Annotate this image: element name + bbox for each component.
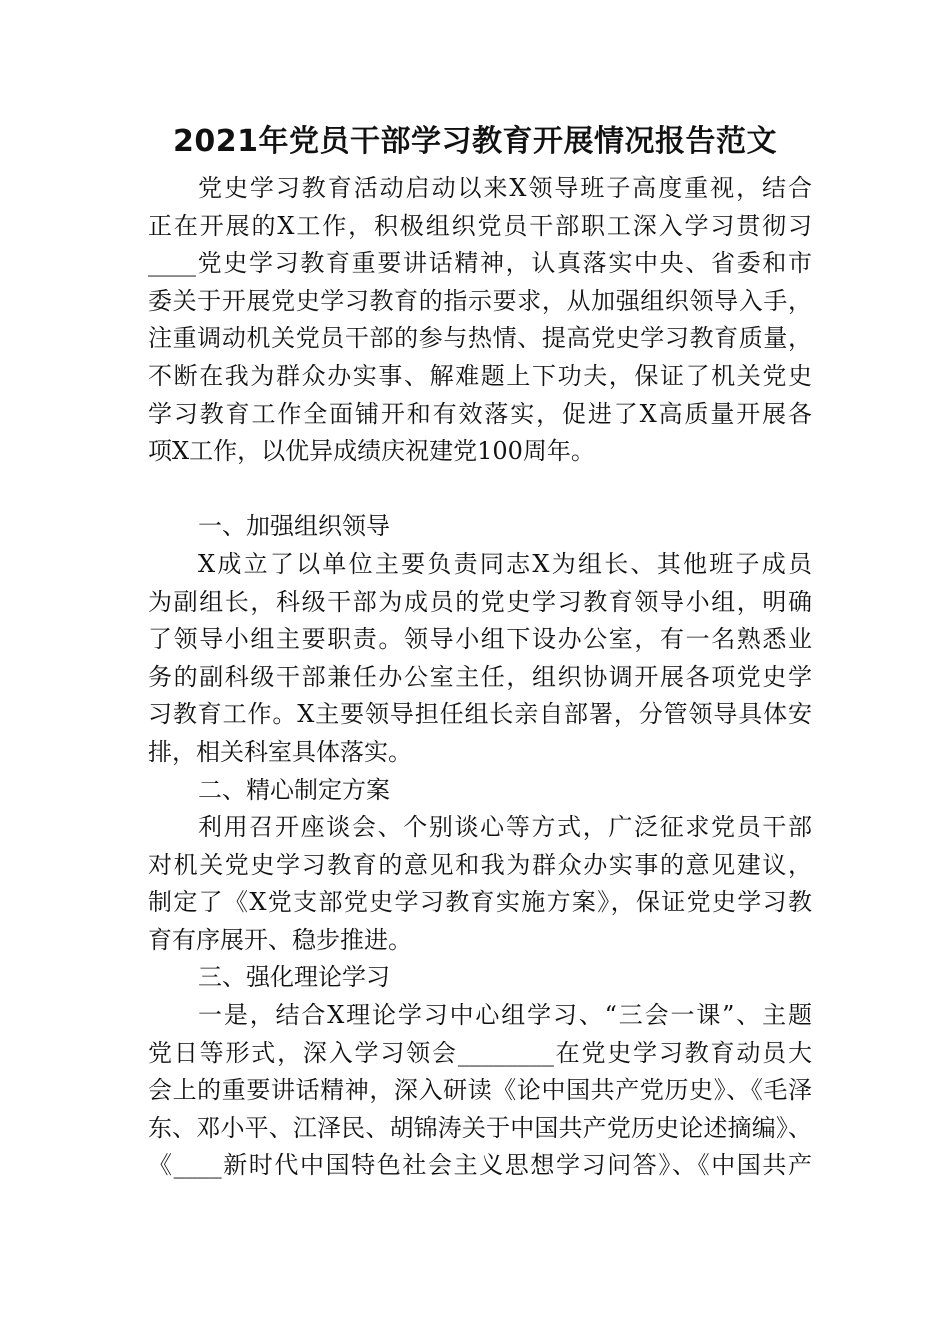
text-line: 制定了《X党支部党史学习教育实施方案》，保证党史学习教 [148,888,812,917]
text-line: 东、邓小平、江泽民、胡锦涛关于中国共产党历史论述摘编》、 [148,1113,812,1142]
document-title: 2021年党员干部学习教育开展情况报告范文 [173,124,777,159]
text-line: 学习教育工作全面铺开和有效落实，促进了X高质量开展各 [148,399,812,428]
text-line: 注重调动机关党员干部的参与热情、提高党史学习教育质量， [148,324,812,353]
text-line: 会上的重要讲话精神，深入研读《论中国共产党历史》、《毛泽 [148,1076,812,1105]
text-line: ____党史学习教育重要讲话精神，认真落实中央、省委和市 [148,249,812,278]
text-line: 育有序展开、稳步推进。 [148,925,412,954]
text-line: 三、强化理论学习 [198,963,390,992]
text-line: 为副组长，科级干部为成员的党史学习教育领导小组，明确 [148,587,812,616]
text-line: 排，相关科室具体落实。 [148,737,412,766]
paragraph-gap [148,471,812,509]
text-line: 习教育工作。X主要领导担任组长亲自部署，分管领导具体安 [148,700,812,729]
text-line: 项X工作，以优异成绩庆祝建党100周年。 [148,437,595,466]
text-line: 正在开展的X工作，积极组织党员干部职工深入学习贯彻习 [148,211,812,240]
text-line: 党日等形式，深入学习领会________在党史学习教育动员大 [148,1038,812,1067]
text-line: 不断在我为群众办实事、解难题上下功夫，保证了机关党史 [148,361,812,390]
text-line: 党史学习教育活动启动以来X领导班子高度重视，结合 [198,174,812,202]
text-line: 委关于开展党史学习教育的指示要求，从加强组织领导入手， [148,286,812,315]
text-line: 对机关党史学习教育的意见和我为群众办实事的意见建议， [148,850,812,879]
text-line: X成立了以单位主要负责同志X为组长、其他班子成员 [198,549,812,578]
text-line: 二、精心制定方案 [198,775,390,804]
text-line: 一是，结合X理论学习中心组学习、“三会一课”、主题 [198,1001,812,1030]
text-line: 务的副科级干部兼任办公室主任，组织协调开展各项党史学 [148,662,812,691]
text-line: 利用召开座谈会、个别谈心等方式，广泛征求党员干部 [198,813,812,842]
text-line: 了领导小组主要职责。领导小组下设办公室，有一名熟悉业 [148,625,812,654]
text-line: 《____新时代中国特色社会主义思想学习问答》、《中国共产 [148,1151,812,1180]
document-body [148,170,812,1185]
text-line: 一、加强组织领导 [198,512,390,541]
